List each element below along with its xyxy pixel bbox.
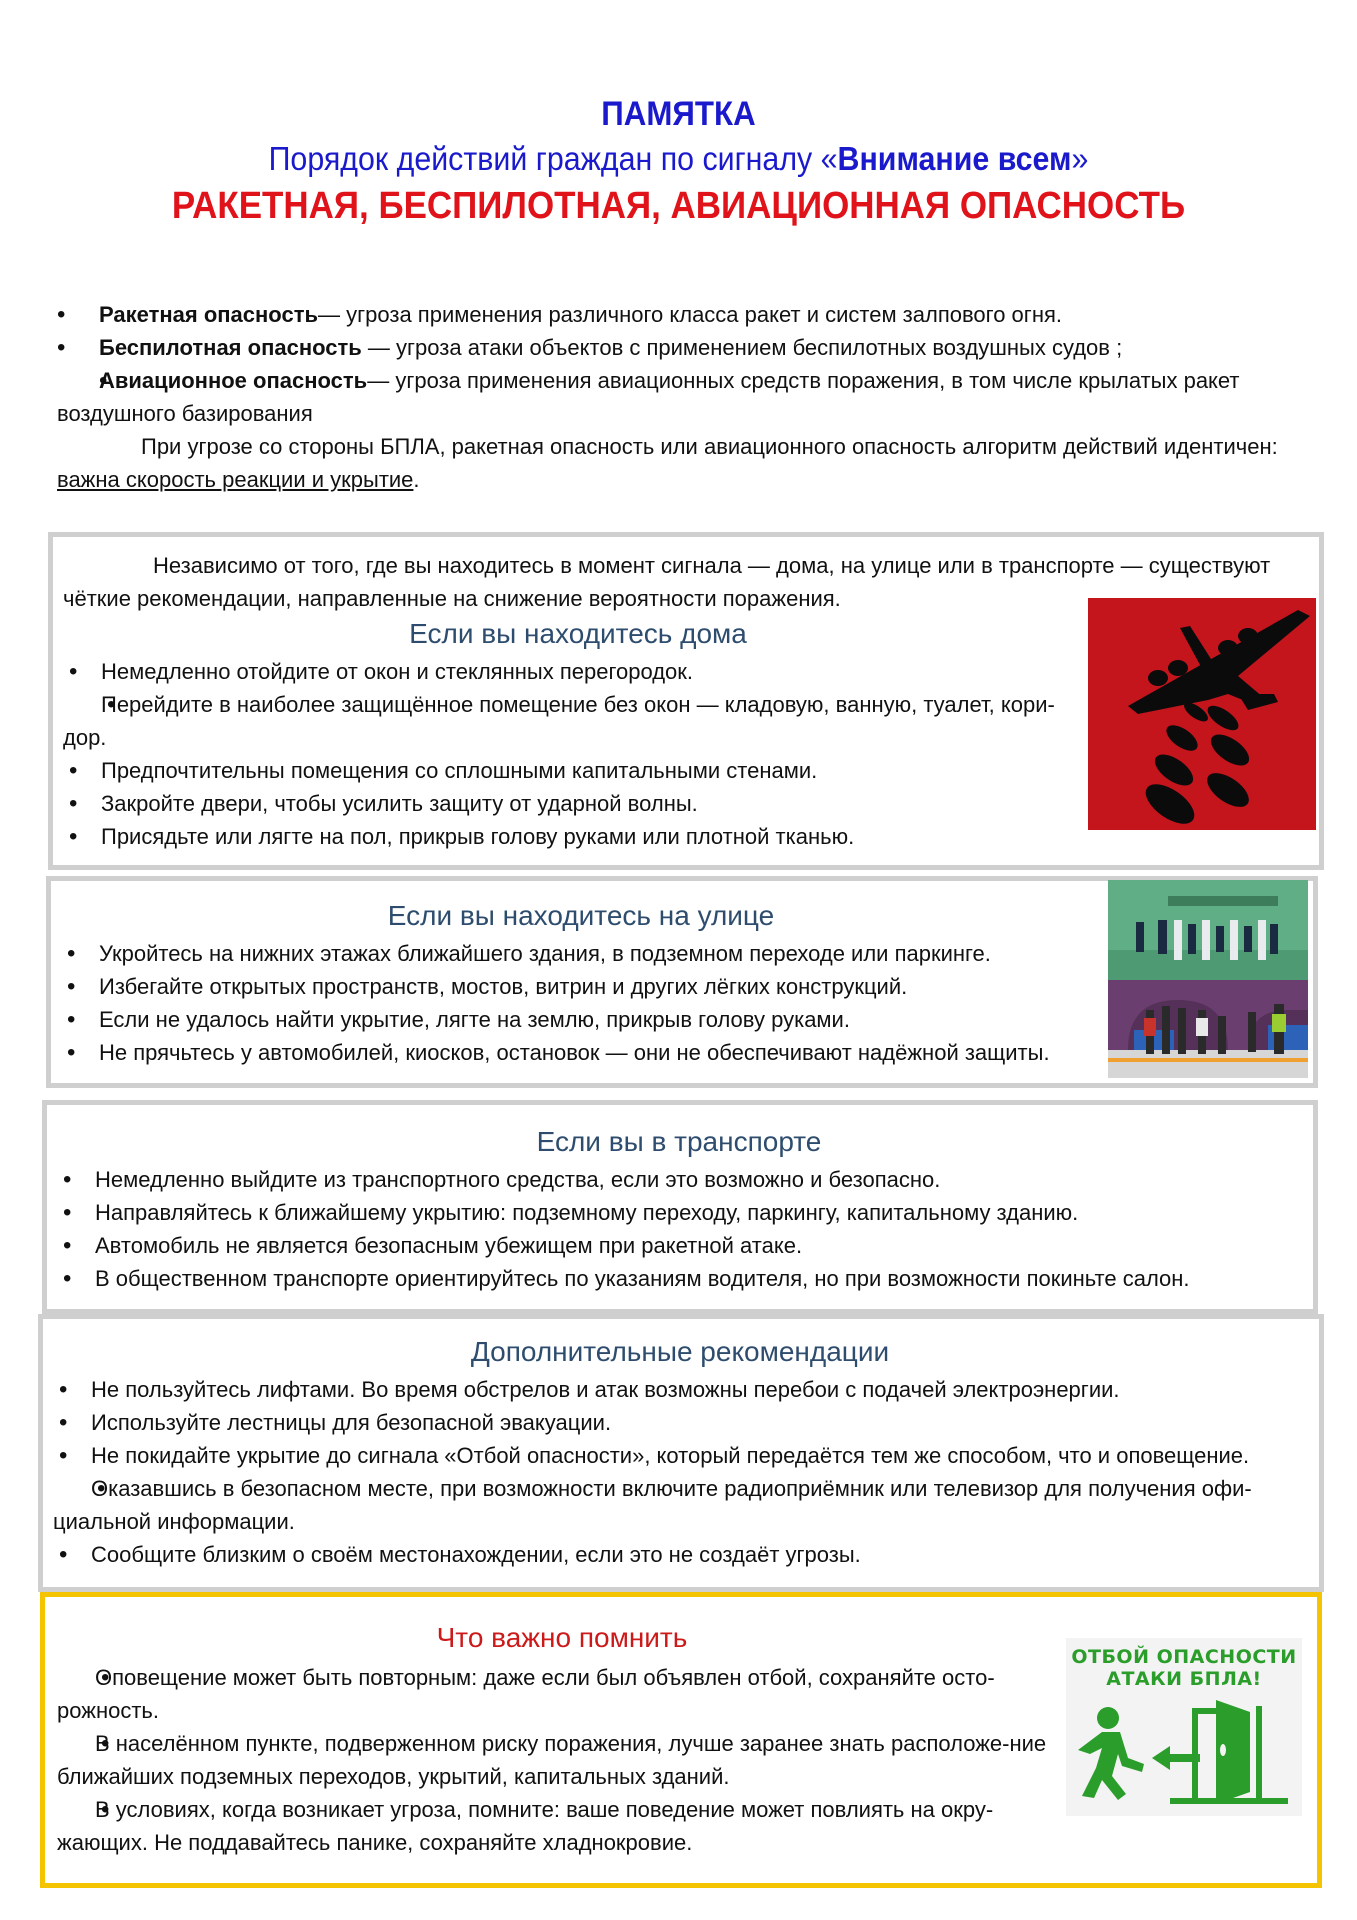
definition-term: Авиационное опасность [99,368,368,393]
list-item: • Не пользуйтесь лифтами. Во время обстрелов и атак возможны перебои с подачей электроэнергии. [53,1373,1307,1406]
list-item: • Немедленно выйдите из транспортного средства, если это возможно и безопасно. [57,1163,1301,1196]
home-lead: Независимо от того, где вы находитесь в момент сигнала — дома, на улице или в транспорте — существуют чёткие рекомендации, направленные на снижение вероятности поражения. [63,553,1271,611]
transport-heading: Если вы в транспорте [536,1126,822,1157]
list-item: • Избегайте открытых пространств, мостов, витрин и других лёгких конструкций. [61,970,1101,1003]
list-item: • В условиях, когда возникает угроза, помните: ваше поведение может повлиять на окру-жающих. Не поддавайтесь панике, сохраняйте хладнокровие. [57,1793,1067,1859]
intro-emphasis: важна скорость реакции и укрытие [57,467,414,492]
all-clear-exit-sign [1066,1638,1302,1816]
page-title: ПАМЯТКА [601,95,756,133]
definition-item [57,364,1317,430]
definition-text: — угроза применения различного класса ракет и систем залпового огня. [318,302,1062,327]
list-item: • Не прячьтесь у автомобилей, киосков, остановок — они не обеспечивают надёжной защиты. [61,1036,1101,1069]
definition-text: — угроза применения авиационных средств поражения, в том числе крылатых ракет воздушного базирования [57,368,1240,426]
subtitle-signal: Внимание всем [837,140,1072,177]
list-item: • Если не удалось найти укрытие, лягте на землю, прикрыв голову руками. [61,1003,1101,1036]
definition-text: — угроза атаки объектов с применением беспилотных воздушных судов ; [361,335,1123,360]
list-item: • Немедленно отойдите от окон и стеклянных перегородок. [63,655,1093,688]
list-item: • Укройтесь на нижних этажах ближайшего здания, в подземном переходе или паркинге. [61,937,1101,970]
sign-line-1: ОТБОЙ ОПАСНОСТИ [1071,1646,1297,1668]
list-item: • Присядьте или лягте на пол, прикрыв голову руками или плотной тканью. [63,820,1093,853]
list-item: • В общественном транспорте ориентируйтесь по указаниям водителя, но при возможности покиньте салон. [57,1262,1301,1295]
intro-text: При угрозе со стороны БПЛА, ракетная опасность или авиационного опасность алгоритм действий идентичен: [141,434,1278,459]
definition-item [57,298,1317,331]
list-item: • Предпочтительны помещения со сплошными капитальными стенами. [63,754,1093,787]
list-item: • Направляйтесь к ближайшему укрытию: подземному переходу, паркингу, капитальному зданию. [57,1196,1301,1229]
intro-paragraph [57,430,1317,496]
definition-item [57,331,1317,364]
page-header [0,92,1357,230]
remember-heading: Что важно помнить [436,1622,688,1653]
intro-end: . [413,467,420,492]
list-item: • В населённом пункте, подверженном риску поражения, лучше заранее знать расположе-ние ближайших подземных переходов, укрытий, капитальных зданий. [57,1727,1067,1793]
bomber-plane-dropping-bombs-icon [1088,598,1316,830]
running-man-exit-icon [1066,1688,1302,1816]
list-item: • Сообщите близким о своём местонахождении, если это не создаёт угрозы. [53,1538,1307,1571]
sign-line-2: АТАКИ БПЛА! [1106,1668,1262,1690]
list-item: • Оказавшись в безопасном месте, при возможности включите радиоприёмник или телевизор для получения офи-циальной информации. [53,1472,1307,1538]
street-heading: Если вы находитесь на улице [387,900,775,931]
list-item: • Перейдите в наиболее защищённое помещение без окон — кладовую, ванную, туалет, кори-дор. [63,688,1093,754]
transport-section [42,1100,1318,1314]
definitions-section [57,298,1317,496]
subtitle-prefix: Порядок действий граждан по сигналу « [268,140,838,177]
page-headline: РАКЕТНАЯ, БЕСПИЛОТНАЯ, АВИАЦИОННАЯ ОПАСНОСТЬ [171,185,1186,227]
additional-heading: Дополнительные рекомендации [470,1336,890,1367]
list-item: • Оповещение может быть повторным: даже если был объявлен отбой, сохраняйте осто-рожность. [57,1661,1067,1727]
definition-term: Ракетная опасность [99,302,318,327]
metro-station-people-illustration [1108,880,1308,1078]
list-item: • Закройте двери, чтобы усилить защиту от ударной волны. [63,787,1093,820]
list-item: • Не покидайте укрытие до сигнала «Отбой опасности», который передаётся тем же способом, что и оповещение. [53,1439,1307,1472]
page-subtitle [54,136,1302,182]
list-item: • Используйте лестницы для безопасной эвакуации. [53,1406,1307,1439]
home-heading: Если вы находитесь дома [409,618,747,649]
definition-term: Беспилотная опасность [99,335,362,360]
list-item: • Автомобиль не является безопасным убежищем при ракетной атаке. [57,1229,1301,1262]
subtitle-suffix: » [1071,140,1089,177]
additional-section [38,1314,1324,1592]
